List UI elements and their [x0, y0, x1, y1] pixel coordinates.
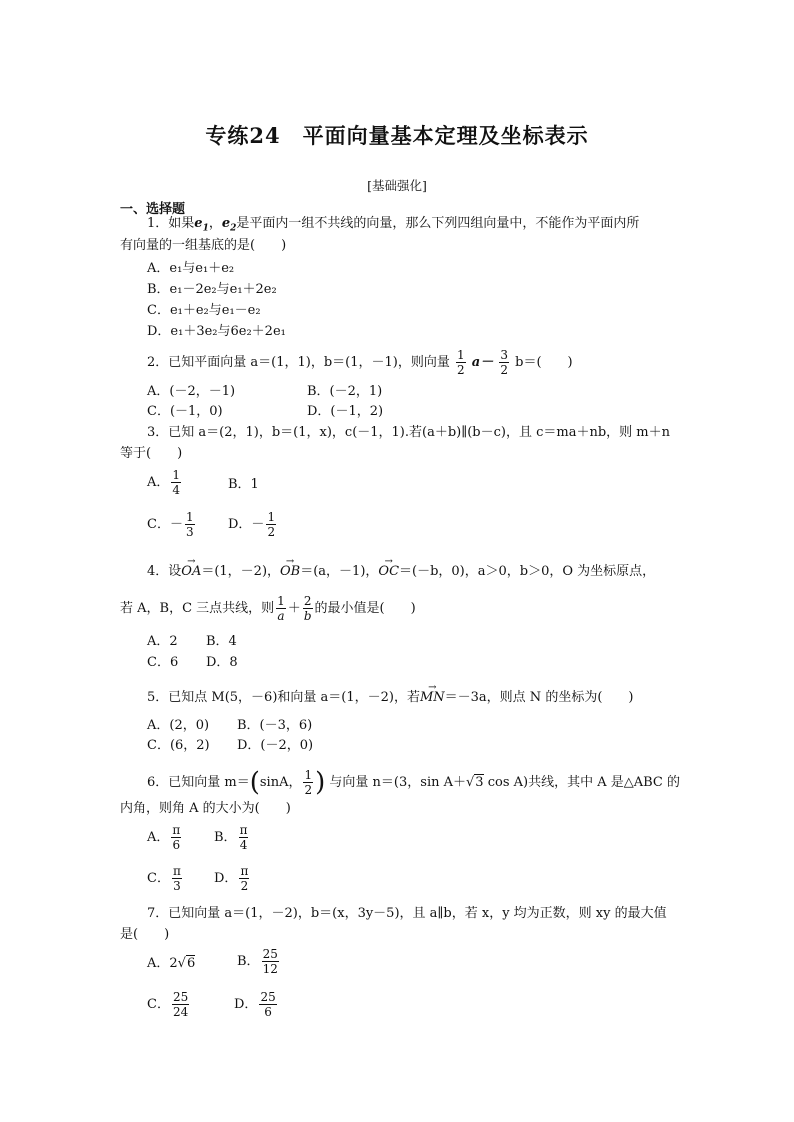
q2-option-c: C．(－1，0) [147, 404, 223, 419]
q3-stem-line1: 3．已知 a＝(2，1)，b＝(1，x)，c(－1，1).若(a＋b)∥(b－c)，且 c＝ma＋nb，则 m＋n [147, 425, 670, 440]
q6-sqrt-arg: 3 [475, 775, 484, 790]
q1-e1: $e_1$ [194, 216, 209, 234]
q4-text-a: 4．设 [147, 564, 182, 579]
q4-text-c: ＝(a，－1)， [300, 564, 379, 579]
q6-b-den: 4 [239, 838, 248, 852]
vector-mn: → MN [420, 689, 445, 707]
vector-oc: → OC [378, 563, 399, 581]
q7-stem-line2: 是( ) [120, 927, 170, 942]
q6-m-inner: sinA， [259, 775, 302, 790]
q6-c-den: 3 [173, 879, 181, 893]
q3-c-label: C．－ [147, 517, 183, 532]
q7-d-fraction [259, 990, 276, 1019]
q7-a-sqrt-arg: 6 [186, 956, 196, 971]
q4-plus: ＋ [287, 601, 301, 616]
q6-d-num: π [240, 864, 249, 878]
q6-stem-line2: 内角，则角 A 的大小为( ) [120, 801, 291, 816]
q5-stem [147, 689, 633, 707]
q6-a-num: π [172, 823, 181, 837]
q6-text-c: cos A)共线，其中 A 是△ABC 的 [487, 775, 681, 790]
q1-option-a: A．e₁与e₁＋e₂ [147, 261, 235, 276]
q7-c-fraction [172, 990, 189, 1019]
q2-f1-num: 1 [457, 348, 465, 362]
q2-fraction-1 [456, 348, 466, 377]
q4-f1-den: a [277, 609, 285, 623]
q3-option-b: B．1 [228, 477, 259, 492]
page-title: 专练24 平面向量基本定理及坐标表示 [205, 123, 589, 148]
q7-option-d [234, 990, 279, 1019]
q3-d-fraction [266, 510, 276, 539]
q5-option-b: B．(－3，6) [237, 718, 313, 733]
q6-option-c [147, 864, 184, 893]
q7-d-num: 25 [260, 990, 276, 1004]
q3-a-den: 4 [172, 483, 181, 497]
q1-stem-text: 1．如果 [147, 216, 195, 231]
q3-c-den: 3 [185, 525, 194, 539]
q2-stem-text: 2．已知平面向量 a＝(1，1)，b＝(1，－1)，则向量 [147, 355, 450, 370]
q2-option-b: B．(－2，1) [307, 384, 383, 399]
q6-c-num: π [172, 864, 181, 878]
q7-d-den: 6 [264, 1005, 272, 1019]
q2-f2-den: 2 [500, 363, 508, 377]
q6-m-den: 2 [304, 783, 313, 797]
q3-d-den: 2 [267, 525, 276, 539]
q6-m-num: 1 [304, 768, 313, 782]
q7-c-label: C． [147, 997, 170, 1012]
q2-stem [147, 348, 573, 377]
q6-d-den: 2 [240, 879, 249, 893]
q3-a-label: A． [147, 475, 170, 490]
section-heading: 一、选择题 [120, 202, 186, 217]
q7-option-c [147, 990, 191, 1019]
q6-option-d [214, 864, 251, 893]
q6-text-a: 6．已知向量 m＝ [147, 775, 250, 790]
q4-option-d: D．8 [206, 655, 238, 670]
q4-option-a: A．2 [147, 634, 178, 649]
q6-d-fraction [239, 864, 249, 893]
q6-b-num: π [239, 823, 248, 837]
q5-text-a: 5．已知点 M(5，－6)和向量 a＝(1，－2)，若 [147, 690, 420, 705]
q4-option-c: C．6 [147, 655, 179, 670]
vector-oa: → OA [181, 563, 201, 581]
q6-paren-left: ( [249, 767, 260, 798]
q2-option-a: A．(－2，－1) [147, 384, 236, 399]
q2-option-d: D．(－1，2) [307, 404, 384, 419]
q2-f2-num: 3 [500, 348, 508, 362]
q4-option-b: B．4 [206, 634, 237, 649]
vector-ob: → OB [280, 563, 300, 581]
q3-c-num: 1 [185, 510, 194, 524]
q7-b-fraction [262, 947, 279, 976]
q3-d-label: D．－ [228, 517, 265, 532]
sqrt-symbol: √ [177, 956, 186, 971]
q1-comma: ， [208, 216, 222, 231]
q2-fraction-2 [499, 348, 509, 377]
q1-option-c: C．e₁＋e₂与e₁－e₂ [147, 303, 261, 318]
q7-b-label: B． [237, 954, 260, 969]
q2-tail: b＝( ) [515, 355, 573, 370]
q4-line2-tail: 的最小值是( ) [314, 601, 416, 616]
q7-a-label: A．2 [147, 956, 178, 971]
q1-option-b: B．e₁－2e₂与e₁＋2e₂ [147, 282, 277, 297]
q6-option-b [214, 823, 250, 852]
q5-option-a: A．(2，0) [147, 718, 210, 733]
q7-d-label: D． [234, 997, 258, 1012]
q6-m-fraction [303, 768, 313, 797]
q7-stem-line1: 7．已知向量 a＝(1，－2)，b＝(x，3y－5)，且 a∥b，若 x，y 均为正数，则 xy 的最大值 [147, 906, 667, 921]
q1-stem-line2: 有向量的一组基底的是( ) [120, 238, 287, 253]
q7-c-den: 24 [172, 1005, 189, 1019]
q7-b-num: 25 [262, 947, 278, 961]
q1-e2: $e_2$ [221, 216, 237, 234]
q4-f2-den: b [303, 609, 312, 623]
q4-stem-line1 [147, 563, 655, 581]
q6-a-fraction [171, 823, 181, 852]
q5-option-c: C．(6，2) [147, 738, 210, 753]
q6-paren-right: ) [315, 767, 326, 798]
page-subtitle: [基础强化] [367, 178, 427, 193]
q6-text-b: 与向量 n＝(3，sin A＋ [329, 775, 466, 790]
q2-mid: a－ [471, 355, 494, 370]
q4-fraction-1 [276, 594, 286, 623]
q5-text-b: ＝－3a，则点 N 的坐标为( ) [444, 690, 634, 705]
q3-a-fraction [171, 468, 181, 497]
q6-option-a [147, 823, 183, 852]
q3-d-num: 1 [267, 510, 276, 524]
q7-option-b [237, 947, 281, 976]
q1-option-d: D．e₁＋3e₂与6e₂＋2e₁ [147, 324, 286, 339]
q7-b-den: 12 [262, 962, 278, 976]
q4-fraction-2 [303, 594, 313, 623]
q6-c-label: C． [147, 871, 170, 886]
q3-stem-line2: 等于( ) [120, 446, 183, 461]
q4-text-d: ＝(－b，0)，a＞0，b＞0，O 为坐标原点， [399, 564, 656, 579]
q6-b-label: B． [214, 830, 237, 845]
q6-a-label: A． [147, 830, 170, 845]
q3-option-d [228, 510, 278, 539]
sqrt-symbol: √ [466, 775, 475, 790]
q3-c-fraction [185, 510, 195, 539]
q6-a-den: 6 [172, 838, 181, 852]
q7-option-a [147, 955, 195, 973]
q5-option-d: D．(－2，0) [237, 738, 314, 753]
q3-option-a [147, 468, 183, 497]
q1-stem-text-b: 是平面内一组不共线的向量，那么下列四组向量中，不能作为平面内所 [236, 216, 640, 231]
q6-b-fraction [239, 823, 249, 852]
q6-c-fraction [172, 864, 182, 893]
q6-stem-line1 [147, 768, 680, 797]
q4-line2-text: 若 A，B，C 三点共线，则 [120, 601, 275, 616]
q7-c-num: 25 [172, 990, 189, 1004]
q4-stem-line2 [120, 594, 416, 623]
q1-stem-line1 [147, 215, 639, 238]
q4-f1-num: 1 [277, 594, 285, 608]
q2-f1-den: 2 [457, 363, 465, 377]
q6-d-label: D． [214, 871, 238, 886]
q4-f2-num: 2 [303, 594, 312, 608]
q3-a-num: 1 [172, 468, 181, 482]
q4-text-b: ＝(1，－2)， [201, 564, 281, 579]
q3-option-c [147, 510, 197, 539]
